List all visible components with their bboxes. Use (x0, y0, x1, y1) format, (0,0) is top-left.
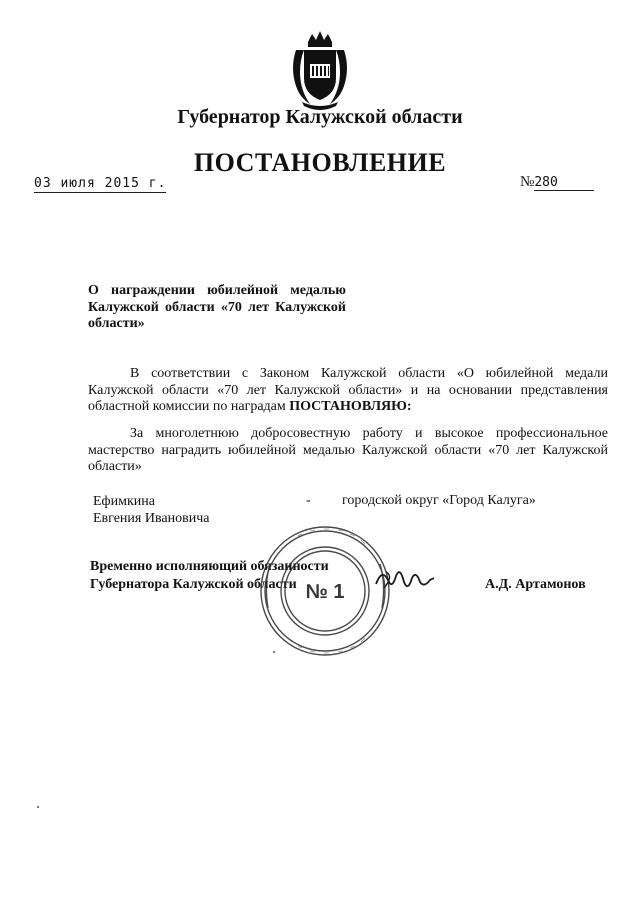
preamble-paragraph (88, 366, 608, 416)
signer-title-line2: Губернатора Калужской области (90, 577, 297, 592)
number-prefix: № (520, 174, 535, 190)
signer-title-line1: Временно исполняющий обязанности (90, 559, 329, 574)
document-number (520, 174, 594, 191)
document-subject: О награждении юбилейной медалью Калужской области «70 лет Калужской области» (88, 283, 346, 331)
number-value: 280 (534, 175, 594, 191)
preamble-text: В соответствии с Законом Калужской области «О юбилейной медали Калужской области «70 лет Калужской области» и на основании представления областной комиссии по наградам (88, 366, 608, 414)
award-paragraph: За многолетнюю добросовестную работу и высокое профессиональное мастерство наградить юбилейной медалью Калужской области «70 лет Калужской области» (88, 426, 608, 474)
seal-number: № 1 (305, 581, 345, 603)
awardee-district: городской округ «Город Калуга» (342, 493, 536, 508)
awardee-name (93, 493, 209, 527)
scan-artifact (273, 651, 275, 653)
signer-name: А.Д. Артамонов (485, 577, 586, 592)
issuing-authority: Губернатор Калужской области (177, 106, 463, 128)
awardee-dash: - (306, 493, 311, 508)
awardee-surname: Ефимкина (93, 494, 155, 509)
scan-artifact (37, 806, 39, 808)
decree-keyword: ПОСТАНОВЛЯЮ: (289, 399, 412, 414)
awardee-given-names: Евгения Ивановича (93, 511, 210, 526)
document-type-title: ПОСТАНОВЛЕНИЕ (193, 148, 447, 177)
document-date: 03 июля 2015 г. (34, 176, 167, 191)
kaluga-coat-of-arms-icon (286, 28, 354, 110)
handwritten-signature (372, 562, 438, 596)
